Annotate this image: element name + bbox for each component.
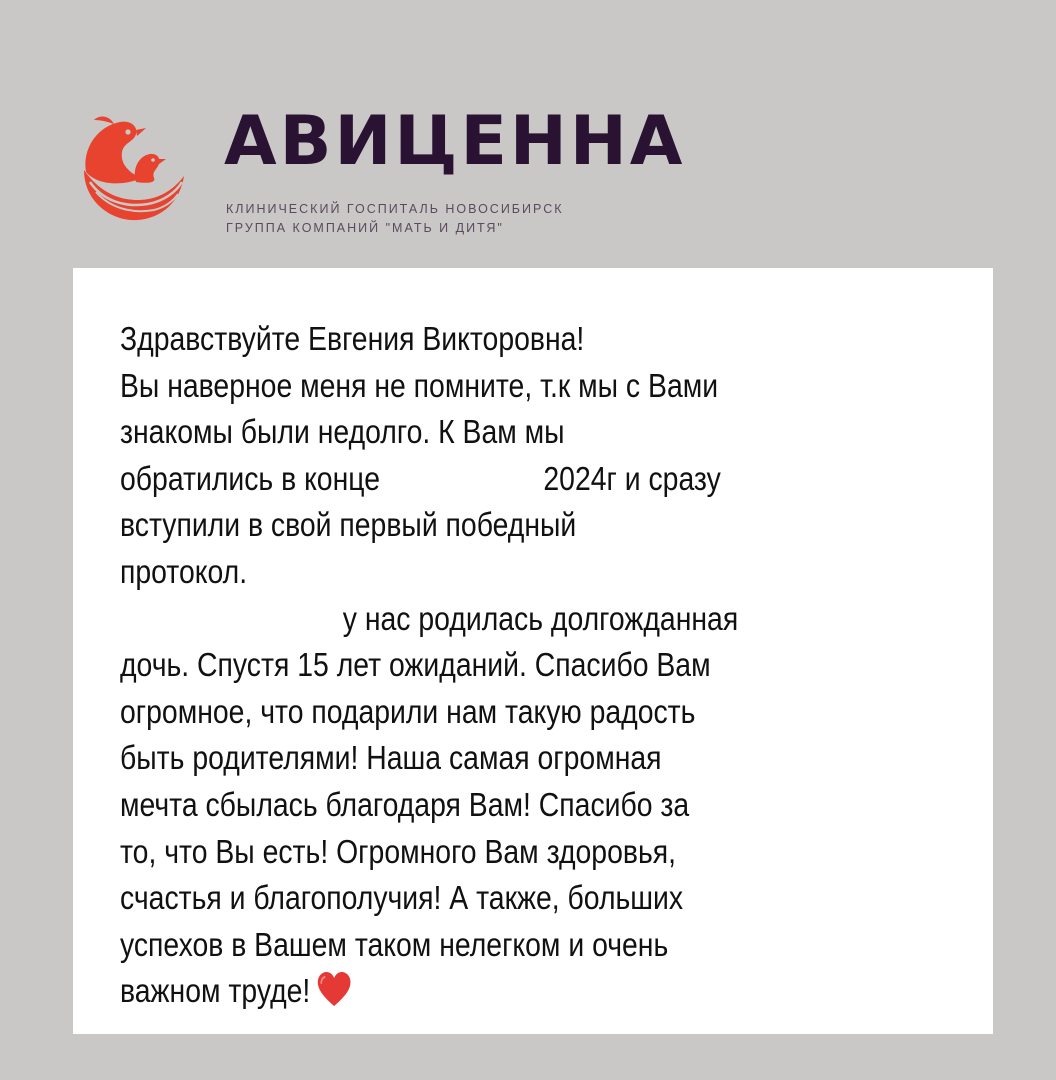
letter-line: протокол. <box>120 552 248 590</box>
letter-line: мечта сбылась благодаря Вам! Спасибо за <box>120 785 690 823</box>
red-heart-icon <box>317 972 351 1008</box>
letter-line: вступили в свой первый победный <box>120 506 577 544</box>
letter-line: быть родителями! Наша самая огромная <box>120 739 662 777</box>
letter-line: счастья и благополучия! А также, больших <box>120 879 684 917</box>
letter-fragment: важном труде! <box>120 972 311 1010</box>
letter-fragment: обратились в конце <box>120 459 380 497</box>
letter-text <box>120 316 860 1015</box>
letter-line: дочь. Спустя 15 лет ожиданий. Спасибо Вам <box>120 646 711 684</box>
letter-line <box>120 968 860 1015</box>
letter-line: у нас родилась долгожданная <box>342 599 739 637</box>
letter-line <box>120 456 860 503</box>
letter-line: огромное, что подарили нам такую радость <box>120 692 696 730</box>
brand-subtitle-line-1: КЛИНИЧЕСКИЙ ГОСПИТАЛЬ НОВОСИБИРСК <box>226 202 564 216</box>
letter-card <box>73 268 993 1034</box>
letter-line: успехов в Вашем таком нелегком и очень <box>120 925 669 963</box>
letter-line: то, что Вы есть! Огромного Вам здоровья, <box>120 832 676 870</box>
letter-fragment: 2024г и сразу <box>543 459 721 497</box>
letter-line: Вы наверное меня не помните, т.к мы с Вами <box>120 366 719 404</box>
letter-line: Здравствуйте Евгения Викторовна! <box>120 320 585 357</box>
letter-line: знакомы были недолго. К Вам мы <box>120 413 565 451</box>
brand-subtitle-line-2: ГРУППА КОМПАНИЙ "МАТЬ И ДИТЯ" <box>226 221 504 235</box>
brand-name: АВИЦЕННА <box>224 102 686 181</box>
birds-nest-logo-icon <box>76 112 188 224</box>
